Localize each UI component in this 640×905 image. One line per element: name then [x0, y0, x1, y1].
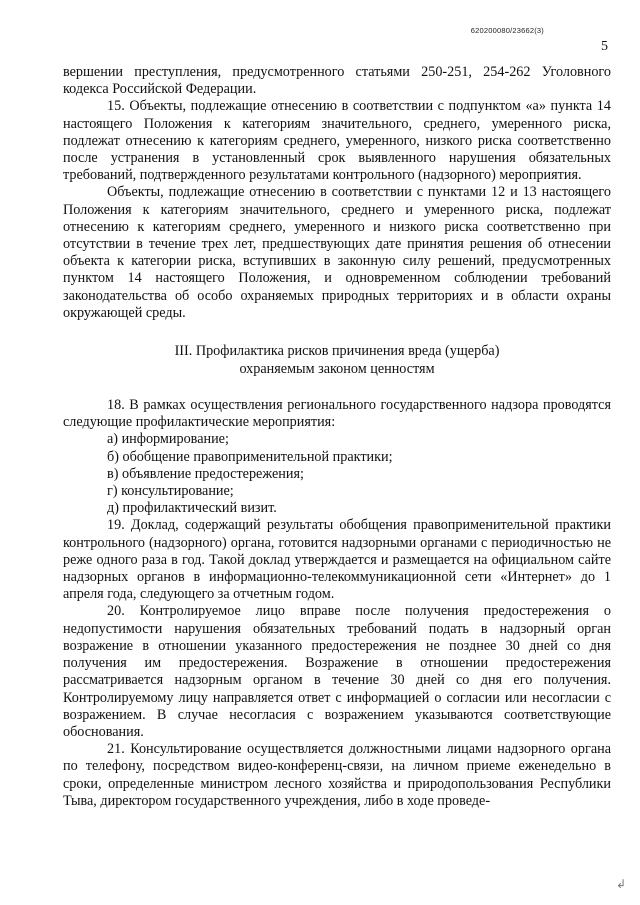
paragraph-15: 15. Объекты, подлежащие отнесению в соответствии с подпунктом «а» пункта 14 настоящего Положения к категориям значительного, среднего, умеренного риска, подлежат отнесению к категориям среднего, умеренного, низкого риска соответственно после устранения в установленный срок выявленного нарушения обязательных требований, подтвержденного результатами контрольного (надзорного) мероприятия.	[63, 98, 611, 184]
paragraph-20: 20. Контролируемое лицо вправе после получения предостережения о недопустимости нарушения обязательных требований подать в надзорный орган возражение в отношении указанного предостережения не позднее 30 дней со дня получения им предостережения. Возражение в отношении предостережения рассматривается надзорным органом в течение 30 дней со дня его получения. Контролируемому лицу направляется ответ с информацией о согласии или несогласии с возражением. В случае несогласия с возражением указываются соответствующие обоснования.	[63, 603, 611, 740]
paragraph-19: 19. Доклад, содержащий результаты обобщения правоприменительной практики контрольного (надзорного) органа, готовится надзорными органами с периодичностью не реже одного раза в год. Такой доклад утверждается и размещается на официальном сайте надзорных органов в информационно-телекоммуникационной сети «Интернет» до 1 апреля года, следующего за отчетным годом.	[63, 517, 611, 603]
paragraph-continuation: вершении преступления, предусмотренного статьями 250-251, 254-262 Уголовного кодекса Российской Федерации.	[63, 64, 611, 98]
corner-mark: ↲	[615, 876, 626, 891]
document-body	[63, 64, 611, 810]
list-item: а) информирование;	[107, 431, 229, 448]
paragraph-15-objects: Объекты, подлежащие отнесению в соответствии с пунктами 12 и 13 настоящего Положения к категориям значительного, среднего и умеренного риска, подлежат отнесению к категориям среднего, умеренного и низкого риска соответственно при отсутствии в течение трех лет, предшествующих дате принятия решения об отнесении объекта к категории риска, вступивших в законную силу решений, предусмотренных пунктом 14 настоящего Положения, и одновременном соблюдении требований законодательства об особо охраняемых природных территориях и в области охраны окружающей среды.	[63, 184, 611, 321]
page-number: 5	[601, 39, 608, 54]
section-heading	[63, 342, 611, 378]
list-item: д) профилактический визит.	[107, 500, 277, 517]
section-heading-line1: III. Профилактика рисков причинения вреда (ущерба)	[174, 343, 500, 360]
list-item: г) консультирование;	[107, 483, 234, 500]
paragraph-18: 18. В рамках осуществления регионального государственного надзора проводятся следующие профилактические мероприятия:	[63, 397, 611, 431]
list-item: б) обобщение правоприменительной практики;	[107, 448, 393, 465]
document-id: 620200080/23662(3)	[470, 26, 544, 35]
list-item: в) объявление предостережения;	[107, 465, 304, 482]
paragraph-21: 21. Консультирование осуществляется должностными лицами надзорного органа по телефону, посредством видео-конференц-связи, на личном приеме еженедельно в сроки, определенные министром лесного хозяйства и природопользования Республики Тыва, директором государственного учреждения, либо в ходе проведе-	[63, 741, 611, 809]
section-heading-line2: охраняемым законом ценностям	[239, 361, 435, 378]
